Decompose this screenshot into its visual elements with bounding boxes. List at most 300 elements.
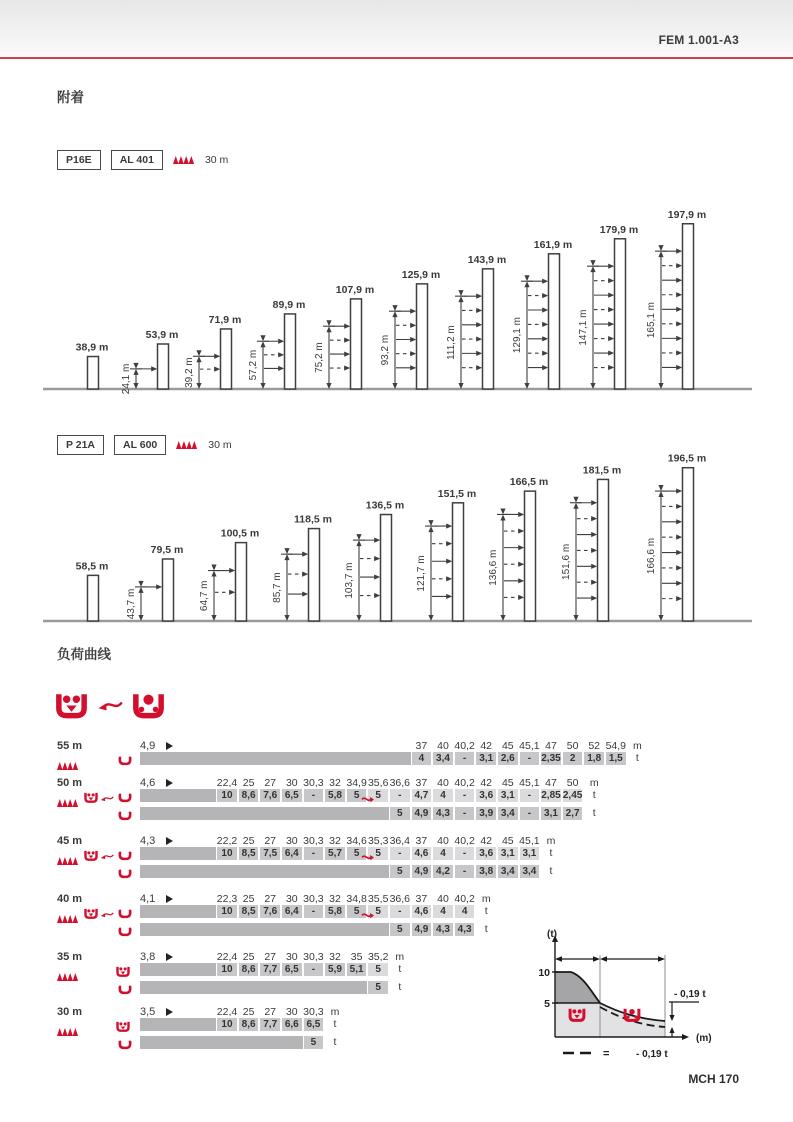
load-value-cell: - (454, 847, 476, 860)
radius-unit: m (481, 893, 491, 905)
reeving-change-arrow-icon (100, 906, 114, 924)
jib-zigzag-icon (57, 1028, 79, 1036)
radius-header: 45 (501, 777, 514, 789)
radius-header: 30 (285, 835, 298, 847)
load-value-cell: 5 (367, 905, 389, 918)
load-value-cell: 3,1 (540, 807, 562, 820)
radius-header: 22,2 (216, 835, 238, 847)
load-value-cell: 10 (216, 847, 238, 860)
radius-header: 30,3 (303, 951, 324, 963)
dimension-label: 103,7 m (344, 562, 355, 599)
load-value-cell: 2,85 (541, 790, 561, 801)
radius-header: 30 (285, 1006, 298, 1018)
jib-tip-arrow-icon (166, 742, 173, 750)
load-value-cell: 3,1 (497, 847, 519, 860)
load-value-cell: 8,6 (238, 963, 260, 976)
load-value-cell: 4 (454, 905, 476, 918)
radius-header: 32 (329, 893, 341, 905)
load-value-cell: 5 (346, 789, 368, 802)
reeving-icon (118, 924, 132, 942)
load-value-cell: 8,6 (238, 789, 260, 802)
dimension-label: 147,1 m (578, 309, 589, 346)
jib-zigzag-icon (57, 973, 79, 981)
load-value-cell: 10 (216, 963, 238, 976)
jib-tip-load: 4,1 (140, 893, 156, 905)
reeving-icon (118, 753, 132, 771)
load-value-cell: 6,5 (281, 789, 303, 802)
load-value-cell: - (389, 905, 411, 918)
jib-tip-arrow-icon (166, 895, 173, 903)
load-unit: t (398, 981, 402, 993)
radius-header: 36,4 (389, 835, 411, 847)
reeving-icon (118, 808, 132, 826)
radius-header: 35,6 (367, 777, 389, 789)
reeving-icon (116, 964, 130, 982)
jib-zigzag-icon (57, 757, 79, 775)
radius-header: 42 (480, 835, 493, 847)
radius-header: 36,6 (389, 893, 411, 905)
load-value-cell: 6,4 (281, 847, 303, 860)
load-value-cell: 2,7 (562, 807, 584, 820)
load-value-cell: 3,1 (519, 847, 541, 860)
jib-tip-load: 4,3 (140, 835, 156, 847)
two-fall-reeving-icon (118, 927, 132, 937)
x-axis-arrow (682, 1034, 689, 1040)
dimension-label: 79,5 m (150, 543, 184, 556)
radius-header: 32 (329, 951, 341, 963)
jib-tip-arrow-icon (166, 1008, 173, 1016)
load-value-cell: 4,6 (411, 905, 433, 918)
radius-header: 54,9 (605, 740, 627, 752)
load-value-cell: 10 (216, 789, 238, 802)
load-value-cell: 7,7 (259, 1018, 281, 1031)
jib-tip-arrow-icon (166, 837, 173, 845)
reeving-change-arrow-icon (100, 911, 114, 919)
radius-header: 30,3 (303, 777, 324, 789)
load-value-cell: 5,9 (324, 963, 346, 976)
load-value-cell: 3,4 (432, 752, 454, 765)
load-unit: t (484, 905, 488, 917)
load-value-cell: 4,9 (411, 923, 433, 936)
radius-header: 27 (264, 893, 277, 905)
load-value-cell: 1,5 (605, 752, 627, 765)
radius-header: 42 (480, 740, 493, 752)
reeving-icon (118, 848, 132, 866)
radius-header: 34,9 (346, 777, 367, 789)
dimension-label: 181,5 m (582, 464, 622, 477)
radius-header: 50 (566, 740, 579, 752)
reeving-icon (118, 906, 132, 924)
dimension-label: 39,2 m (184, 357, 195, 388)
load-value-cell: 5 (389, 865, 411, 878)
dimension-label: 196,5 m (667, 452, 707, 465)
radius-header: 27 (264, 1006, 277, 1018)
load-value-cell: 6,5 (281, 963, 303, 976)
mast-type-badge: P16E (57, 150, 101, 170)
two-fall-reeving-icon (118, 909, 132, 919)
load-unit: t (592, 807, 596, 819)
load-value-cell: 5 (367, 981, 389, 994)
load-value-cell: 5,1 (346, 963, 368, 976)
reeving-change-arrow-icon (361, 912, 374, 920)
dimension-label: 58,5 m (75, 560, 109, 573)
reeving-icon (84, 848, 98, 866)
load-range-bar (140, 1036, 324, 1049)
radius-header: 40,2 (454, 740, 475, 752)
load-value-cell: 4,9 (411, 807, 433, 820)
dimension-label: 93,2 m (380, 334, 391, 366)
radius-header: 30 (285, 893, 298, 905)
load-value-cell: 7,7 (259, 963, 281, 976)
load-value-cell: - (303, 847, 325, 860)
radius-header: 25 (242, 777, 255, 789)
radius-header: 40 (437, 893, 449, 905)
dimension-label: 118,5 m (294, 513, 332, 526)
dimension-label: 151,5 m (437, 487, 477, 500)
load-value-cell: 6,5 (303, 1018, 325, 1031)
load-unit: t (592, 789, 596, 801)
chart-label: = (603, 1048, 610, 1060)
jib-tip-load: 4,9 (140, 740, 156, 752)
load-value-cell: 1,8 (583, 752, 605, 765)
radius-header: 35,5 (367, 893, 389, 905)
radius-header: 47 (545, 777, 557, 789)
load-value-cell: 3,9 (475, 807, 497, 820)
dimension-label: 43,7 m (126, 588, 137, 620)
radius-header: 34,6 (346, 835, 367, 847)
load-value-cell: 5,7 (324, 847, 346, 860)
jib-tip-arrow-icon (166, 953, 173, 961)
dimension-label: 85,7 m (272, 572, 283, 603)
radius-header: 22,3 (216, 893, 238, 905)
radius-header: 35,3 (367, 835, 389, 847)
load-value-cell: 5,8 (324, 789, 346, 802)
reeving-icon (118, 982, 132, 1000)
load-value-cell: 8,5 (238, 905, 260, 918)
load-value-cell: 8,6 (238, 1018, 260, 1031)
load-unit: t (333, 1018, 337, 1030)
jib-zigzag-icon (57, 915, 79, 923)
reeving-change-arrow-icon (361, 791, 374, 809)
radius-unit: m (395, 951, 405, 963)
four-fall-reeving-icon (84, 908, 98, 919)
dimension-label: 166,5 m (509, 476, 549, 489)
radius-header: 40,2 (454, 777, 475, 789)
radius-header: 32 (329, 777, 341, 789)
jib-zigzag-icon (57, 910, 79, 928)
reeving-change-arrow-icon (361, 907, 374, 925)
dimension-label: 107,9 m (335, 283, 375, 296)
radius-header: 35 (350, 951, 363, 963)
jib-length-label: 55 m (57, 740, 83, 752)
jib-zigzag-icon (57, 968, 79, 986)
jib-length-note: 30 m (208, 439, 232, 451)
reeving-icon (84, 906, 98, 924)
load-value-cell: 3,6 (475, 847, 497, 860)
dimension-label: 75,2 m (314, 342, 325, 373)
radius-header: 27 (264, 835, 277, 847)
radius-header: 22,4 (216, 777, 238, 789)
reeving-change-arrow-icon (100, 848, 114, 866)
reeving-change-arrow-icon (361, 854, 374, 862)
radius-header: 22,4 (216, 951, 238, 963)
reeving-icon (118, 1037, 132, 1055)
jib-tip-arrow-icon (166, 779, 173, 787)
two-fall-reeving-icon (118, 756, 132, 766)
dimension-label: 136,6 m (488, 549, 499, 586)
radius-unit: m (633, 740, 642, 752)
dimension-label: 166,6 m (646, 537, 657, 575)
jib-zigzag-icon (57, 857, 79, 865)
reeving-icon (118, 866, 132, 884)
dimension-label: 161,9 m (533, 238, 573, 251)
load-curve-chart (533, 925, 791, 1075)
dimension-label: 179,9 m (599, 223, 639, 236)
load-value-cell: 2 (562, 752, 584, 765)
load-value-cell: 4,7 (411, 789, 433, 802)
load-value-cell: 7,6 (259, 789, 281, 802)
jib-zigzag-icon (57, 799, 79, 807)
reeving-change-arrow-icon (100, 790, 114, 808)
load-value-cell: 3,8 (475, 865, 497, 878)
anchor-frame-badge: AL 600 (114, 435, 166, 455)
radius-header: 40,2 (454, 835, 475, 847)
load-value-cell: - (519, 807, 541, 820)
load-value-cell: 6,6 (281, 1018, 303, 1031)
load-value-cell: 5,8 (324, 905, 346, 918)
load-unit: t (484, 923, 488, 935)
reeving-icon (118, 790, 132, 808)
load-value-cell: 3,1 (475, 752, 497, 765)
dimension-label: 165,1 m (646, 302, 657, 339)
radius-header: 30 (285, 777, 298, 789)
reeving-change-arrow-icon (100, 853, 114, 861)
two-fall-reeving-icon (118, 985, 132, 995)
load-value-cell: 4,3 (432, 807, 454, 820)
radius-header: 50 (566, 777, 579, 789)
dimension-label: 100,5 m (220, 527, 260, 540)
radius-header: 22,4 (216, 1006, 238, 1018)
page-footer: MCH 170 (688, 1072, 739, 1086)
reeving-change-arrow-icon (100, 795, 114, 803)
chart-label: (t) (547, 929, 557, 940)
load-value-cell: 4,2 (432, 865, 454, 878)
load-value-cell: 2,45 (562, 790, 583, 801)
load-value-cell: 5 (367, 789, 389, 802)
load-value-cell: 4 (432, 905, 454, 918)
mast-type-badge: P 21A (57, 435, 104, 455)
chart-label: (m) (696, 1033, 712, 1044)
reeving-change-arrow-icon (361, 796, 374, 804)
radius-header: 34,8 (346, 893, 367, 905)
load-value-cell: 2,6 (497, 752, 519, 765)
radius-header: 45 (501, 740, 514, 752)
two-fall-reeving-icon (118, 1040, 132, 1050)
radius-header: 27 (264, 777, 277, 789)
radius-header: 40 (437, 777, 449, 789)
load-value-cell: - (454, 865, 476, 878)
load-range-bar (140, 981, 389, 994)
dimension-label: 71,9 m (208, 313, 242, 326)
radius-header: 45,1 (519, 835, 540, 847)
load-value-cell: 4,6 (411, 847, 433, 860)
radius-header: 47 (545, 740, 557, 752)
load-value-cell: 4,3 (454, 923, 476, 936)
load-value-cell: 7,5 (259, 847, 281, 860)
dimension-label: 53,9 m (145, 328, 179, 341)
four-fall-reeving-icon (116, 966, 130, 977)
two-fall-reeving-icon (118, 869, 132, 879)
load-value-cell: 5 (303, 1036, 325, 1049)
load-value-cell: 3,4 (497, 807, 519, 820)
radius-header: 30,3 (303, 1006, 324, 1018)
jib-tip-load: 3,8 (140, 951, 156, 963)
load-value-cell: 4,9 (411, 865, 433, 878)
radius-header: 25 (242, 893, 255, 905)
jib-tip-load: 3,5 (140, 1006, 156, 1018)
load-value-cell: - (519, 752, 541, 765)
jib-zigzag-icon (57, 852, 79, 870)
two-fall-reeving-icon (118, 793, 132, 803)
load-value-cell: 5 (346, 847, 368, 860)
radius-header: 37 (415, 740, 428, 752)
load-unit: t (333, 1036, 337, 1048)
dimension-label: 151,6 m (561, 543, 572, 580)
load-value-cell: 3,6 (475, 789, 497, 802)
load-value-cell: 10 (216, 905, 238, 918)
load-unit: t (549, 847, 553, 859)
dimension-label: 24,1 m (121, 363, 132, 394)
dimension-label: 64,7 m (199, 580, 210, 612)
dimension-label: 136,5 m (365, 499, 405, 512)
two-fall-reeving-icon (118, 811, 132, 821)
jib-length-label: 40 m (57, 893, 83, 905)
load-value-cell: 5 (389, 807, 411, 820)
reeving-icon (84, 790, 98, 808)
dimension-label: 121,7 m (416, 555, 427, 592)
radius-header: 37 (415, 893, 428, 905)
radius-header: 27 (264, 951, 277, 963)
load-value-cell: 4 (411, 752, 433, 765)
load-value-cell: 3,1 (497, 789, 519, 802)
radius-header: 25 (242, 835, 255, 847)
jib-zigzag-icon (57, 762, 79, 770)
load-value-cell: 4,3 (432, 923, 454, 936)
jib-zigzag-icon (57, 794, 79, 812)
chart-label: - 0,19 t (674, 989, 706, 1000)
load-value-cell: 6,4 (281, 905, 303, 918)
radius-header: 32 (329, 835, 341, 847)
load-value-cell: 5 (389, 923, 411, 936)
four-fall-reeving-icon (84, 850, 98, 861)
dimension-label: 143,9 m (467, 253, 507, 266)
radius-header: 45 (501, 835, 514, 847)
jib-length-label: 50 m (57, 777, 83, 789)
load-value-cell: 7,6 (259, 905, 281, 918)
radius-unit: m (546, 835, 556, 847)
radius-header: 37 (415, 777, 428, 789)
load-value-cell: 4 (432, 847, 454, 860)
radius-unit: m (330, 1006, 340, 1018)
load-value-cell: - (454, 789, 476, 802)
radius-header: 36,6 (389, 777, 411, 789)
dimension-label: 197,9 m (667, 208, 707, 221)
radius-header: 42 (480, 777, 493, 789)
load-value-cell: - (303, 963, 325, 976)
load-value-cell: - (389, 789, 411, 802)
load-value-cell: - (303, 789, 325, 802)
section-title-load-curves: 负荷曲线 (57, 647, 111, 662)
load-value-cell: - (303, 905, 325, 918)
radius-header: 45,1 (519, 740, 540, 752)
load-value-cell: - (519, 789, 541, 802)
jib-length-note: 30 m (204, 154, 229, 166)
radius-header: 52 (588, 740, 601, 752)
radius-header: 30,3 (303, 835, 324, 847)
radius-header: 45,1 (519, 777, 540, 789)
radius-header: 30 (285, 951, 298, 963)
dimension-label: 125,9 m (401, 268, 441, 281)
chart-label: - 0,19 t (636, 1049, 668, 1060)
dimension-label: 38,9 m (75, 341, 109, 354)
load-value-cell: 5 (367, 847, 389, 860)
load-value-cell: - (454, 807, 476, 820)
radius-header: 40 (437, 835, 449, 847)
radius-header: 35,2 (367, 951, 389, 963)
load-value-cell: 5 (367, 963, 389, 976)
radius-header: 25 (242, 951, 255, 963)
jib-length-label: 45 m (57, 835, 83, 847)
chart-label: 10 (538, 967, 550, 979)
load-unit: t (398, 963, 402, 975)
four-fall-reeving-icon (84, 792, 98, 803)
radius-unit: m (589, 777, 599, 789)
radius-header: 30,3 (303, 893, 324, 905)
dimension-label: 57,2 m (248, 349, 259, 381)
dimension-label: 89,9 m (272, 298, 306, 311)
radius-header: 40,2 (454, 893, 475, 905)
reeving-change-arrow-icon (361, 849, 374, 867)
jib-length-label: 30 m (57, 1006, 83, 1018)
jib-length-label: 35 m (57, 951, 83, 963)
load-unit: t (635, 752, 639, 764)
dimension-label: 111,2 m (446, 325, 457, 360)
load-value-cell: 3,4 (519, 865, 541, 878)
four-fall-region (555, 972, 600, 1003)
load-value-cell: 2,35 (541, 753, 561, 764)
two-fall-reeving-icon (118, 851, 132, 861)
load-value-cell: 5 (346, 905, 368, 918)
load-value-cell: - (454, 752, 476, 765)
jib-zigzag-icon (57, 1023, 79, 1041)
four-fall-reeving-icon (116, 1021, 130, 1032)
radius-header: 37 (415, 835, 428, 847)
load-unit: t (549, 865, 553, 877)
reeving-icon (116, 1019, 130, 1037)
load-value-cell: - (389, 847, 411, 860)
load-value-cell: 4 (432, 789, 454, 802)
radius-header: 25 (242, 1006, 255, 1018)
radius-header: 40 (437, 740, 449, 752)
load-value-cell: 3,4 (497, 865, 519, 878)
jib-tip-load: 4,6 (140, 777, 156, 789)
dimension-label: 129,1 m (512, 317, 523, 354)
load-value-cell: 10 (216, 1018, 238, 1031)
section-title-anchorage: 附着 (57, 90, 84, 105)
doc-reference: FEM 1.001-A3 (658, 33, 739, 47)
chart-label: 5 (544, 998, 550, 1010)
load-value-cell: 8,5 (238, 847, 260, 860)
